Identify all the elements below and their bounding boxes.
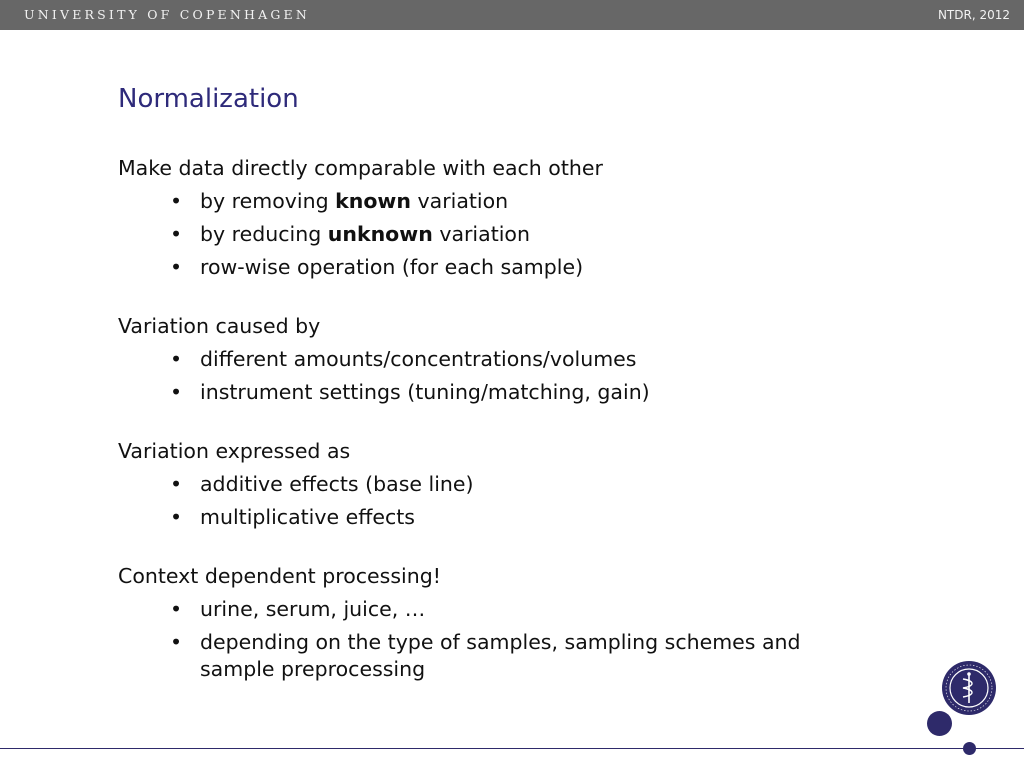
bullet-text: row-wise operation (for each sample) bbox=[200, 255, 584, 279]
bullet-dot: • bbox=[170, 189, 183, 213]
section bbox=[118, 563, 878, 683]
bullet-text: urine, serum, juice, … bbox=[200, 597, 426, 621]
bullet-list bbox=[118, 471, 878, 531]
bullet-item bbox=[118, 254, 878, 281]
bullet-text: different amounts/concentrations/volumes bbox=[200, 347, 637, 371]
bullet-item bbox=[118, 221, 878, 248]
bullet-text bbox=[200, 188, 840, 215]
institution-name: UNIVERSITY OF COPENHAGEN bbox=[24, 7, 310, 22]
section-heading: Variation caused by bbox=[118, 314, 321, 338]
header-bar bbox=[0, 0, 1024, 30]
section-heading: Make data directly comparable with each other bbox=[118, 156, 603, 180]
bullet-text-pre: by reducing bbox=[200, 222, 328, 246]
bullet-text: instrument settings (tuning/matching, gain) bbox=[200, 380, 650, 404]
section-heading: Context dependent processing! bbox=[118, 564, 441, 588]
bullet-dot: • bbox=[170, 597, 183, 621]
bullet-text-post: variation bbox=[410, 189, 509, 213]
bullet-text: depending on the type of samples, sampling schemes and sample preprocessing bbox=[200, 630, 801, 681]
bullet-text-pre: by removing bbox=[200, 189, 336, 213]
bullet-text: multiplicative effects bbox=[200, 505, 415, 529]
bullet-item bbox=[118, 629, 878, 683]
bullet-list bbox=[118, 188, 878, 281]
slide-title: Normalization bbox=[118, 84, 299, 114]
bullet-item bbox=[118, 379, 878, 406]
course-label: NTDR, 2012 bbox=[937, 8, 1010, 22]
bullet-list bbox=[118, 596, 878, 683]
bullet-text: additive effects (base line) bbox=[200, 472, 474, 496]
section bbox=[118, 155, 878, 281]
bullet-text-bold: known bbox=[335, 189, 411, 213]
decorative-dot-large bbox=[927, 711, 952, 736]
section-heading: Variation expressed as bbox=[118, 439, 351, 463]
bullet-text-post: variation bbox=[432, 222, 530, 246]
bullet-text bbox=[200, 221, 840, 248]
bullet-item bbox=[118, 188, 878, 215]
bullet-item bbox=[118, 471, 878, 498]
university-seal-icon bbox=[941, 660, 997, 716]
bullet-item bbox=[118, 346, 878, 373]
bullet-item bbox=[118, 596, 878, 623]
bottom-divider bbox=[0, 748, 1024, 749]
decorative-dot-small bbox=[963, 742, 976, 755]
bullet-dot: • bbox=[170, 222, 183, 246]
bullet-dot: • bbox=[170, 347, 183, 371]
bullet-dot: • bbox=[170, 505, 183, 529]
section bbox=[118, 438, 878, 531]
bullet-dot: • bbox=[170, 255, 183, 279]
bullet-list bbox=[118, 346, 878, 406]
bullet-dot: • bbox=[170, 380, 183, 404]
bullet-item bbox=[118, 504, 878, 531]
bullet-text-bold: unknown bbox=[327, 222, 433, 246]
bullet-dot: • bbox=[170, 630, 183, 654]
slide-content bbox=[118, 155, 878, 715]
section bbox=[118, 313, 878, 406]
bullet-dot: • bbox=[170, 472, 183, 496]
